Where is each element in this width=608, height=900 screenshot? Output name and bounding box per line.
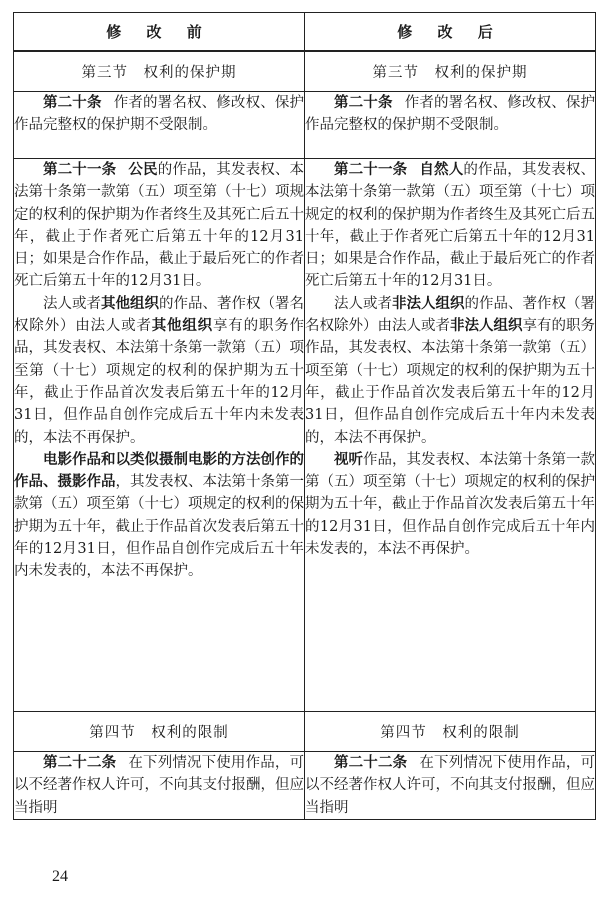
header-after: 修 改 后 [305, 13, 596, 52]
section4-after: 第四节 权利的限制 [305, 712, 596, 752]
article21-row [14, 159, 596, 712]
paragraph-text: 法人或者 [334, 295, 392, 312]
paragraph-text: 的作品，其发表权、本法第十条第一款第（五）项至第（十七）项规定的权利的保护期为作者终生及其死亡后五十年，截止于作者死亡后第五十年的12月31日；如果是合作作品，截止于最后死亡的作者死亡后第五十年的12月31日。 [14, 162, 305, 290]
header-row [14, 13, 596, 52]
article20-before [14, 92, 305, 159]
highlight-text: 电影作品和以类似摄制电影的方法创作的作品、摄影作品 [14, 450, 304, 491]
highlight-text: 视听 [334, 450, 363, 468]
article22-after [305, 752, 596, 820]
header-before: 修 改 前 [14, 13, 305, 52]
paragraph [14, 159, 304, 293]
article-text: 作者的署名权、修改权、保护作品完整权的保护期不受限制。 [305, 95, 596, 134]
article20-after [305, 92, 596, 159]
paragraph [14, 449, 304, 583]
paragraph [305, 293, 595, 449]
article-label: 第二十二条 [334, 754, 408, 771]
article-label: 第二十条 [334, 94, 393, 111]
comparison-table [13, 12, 596, 820]
article22-before [14, 752, 305, 820]
paragraph-text: 的作品、著作权（署名权除外）由法人或者 [305, 295, 595, 335]
article-label: 第二十二条 [43, 754, 117, 771]
article-label: 第二十一条 [43, 161, 117, 178]
paragraph-text: 法人或者 [43, 295, 101, 312]
article-text: 在下列情况下使用作品，可以不经著作权人许可，不向其支付报酬，但应当指明 [305, 755, 596, 816]
article-text: 作者的署名权、修改权、保护作品完整权的保护期不受限制。 [14, 95, 305, 134]
paragraph-text: 享有的职务作品，其发表权、本法第十条第一款第（五）项至第（十七）项规定的权利的保护期为五十年，截止于作品首次发表后第五十年的12月31日，但作品自创作完成后五十年内未发表的，本法不再保护。 [14, 318, 305, 446]
paragraph-text: 享有的职务作品，其发表权、本法第十条第一款第（五）项至第（十七）项规定的权利的保护期为五十年，截止于作品首次发表后第五十年的12月31日，但作品自创作完成后五十年内未发表的，本法不再保护。 [305, 318, 595, 446]
article22-row [14, 752, 596, 820]
section3-before: 第三节 权利的保护期 [14, 51, 305, 92]
highlight-text: 公民 [128, 161, 158, 178]
article20-row [14, 92, 596, 159]
article-label: 第二十一条 [334, 161, 408, 178]
highlight-text: 非法人组织 [450, 317, 523, 335]
highlight-text: 其他组织 [101, 294, 159, 312]
page-number: 24 [52, 868, 68, 885]
paragraph-text: 的作品、著作权（署名权除外）由法人或者 [14, 295, 304, 335]
article21-before [14, 159, 305, 712]
article21-after [305, 159, 596, 712]
section3-row [14, 51, 596, 92]
section3-after: 第三节 权利的保护期 [305, 51, 596, 92]
section4-before: 第四节 权利的限制 [14, 712, 305, 752]
paragraph-text: 作品，其发表权、本法第十条第一款第（五）项至第（十七）项规定的权利的保护期为五十年，截止于作品首次发表后第五十年的12月31日，但作品自创作完成后五十年内未发表的，本法不再保护。 [305, 451, 595, 558]
paragraph-text: ，其发表权、本法第十条第一款第（五）项至第（十七）项规定的权利的保护期为五十年，截止于作品首次发表后第五十年的12月31日，但作品自创作完成后五十年内未发表的，本法不再保护。 [14, 474, 304, 580]
paragraph-text: 的作品，其发表权、本法第十条第一款第（五）项至第（十七）项规定的权利的保护期为作者终生及其死亡后五十年，截止于作者死亡后第五十年的12月31日；如果是合作作品，截止于最后死亡的作者死亡后第五十年的12月31日。 [305, 162, 596, 290]
article-label: 第二十条 [43, 94, 102, 111]
article-text: 在下列情况下使用作品，可以不经著作权人许可，不向其支付报酬，但应当指明 [14, 755, 305, 816]
paragraph [14, 293, 304, 449]
paragraph [305, 449, 595, 560]
highlight-text: 其他组织 [151, 317, 213, 335]
highlight-text: 非法人组织 [392, 294, 465, 312]
section4-row [14, 712, 596, 752]
paragraph [305, 159, 595, 293]
highlight-text: 自然人 [419, 161, 464, 178]
